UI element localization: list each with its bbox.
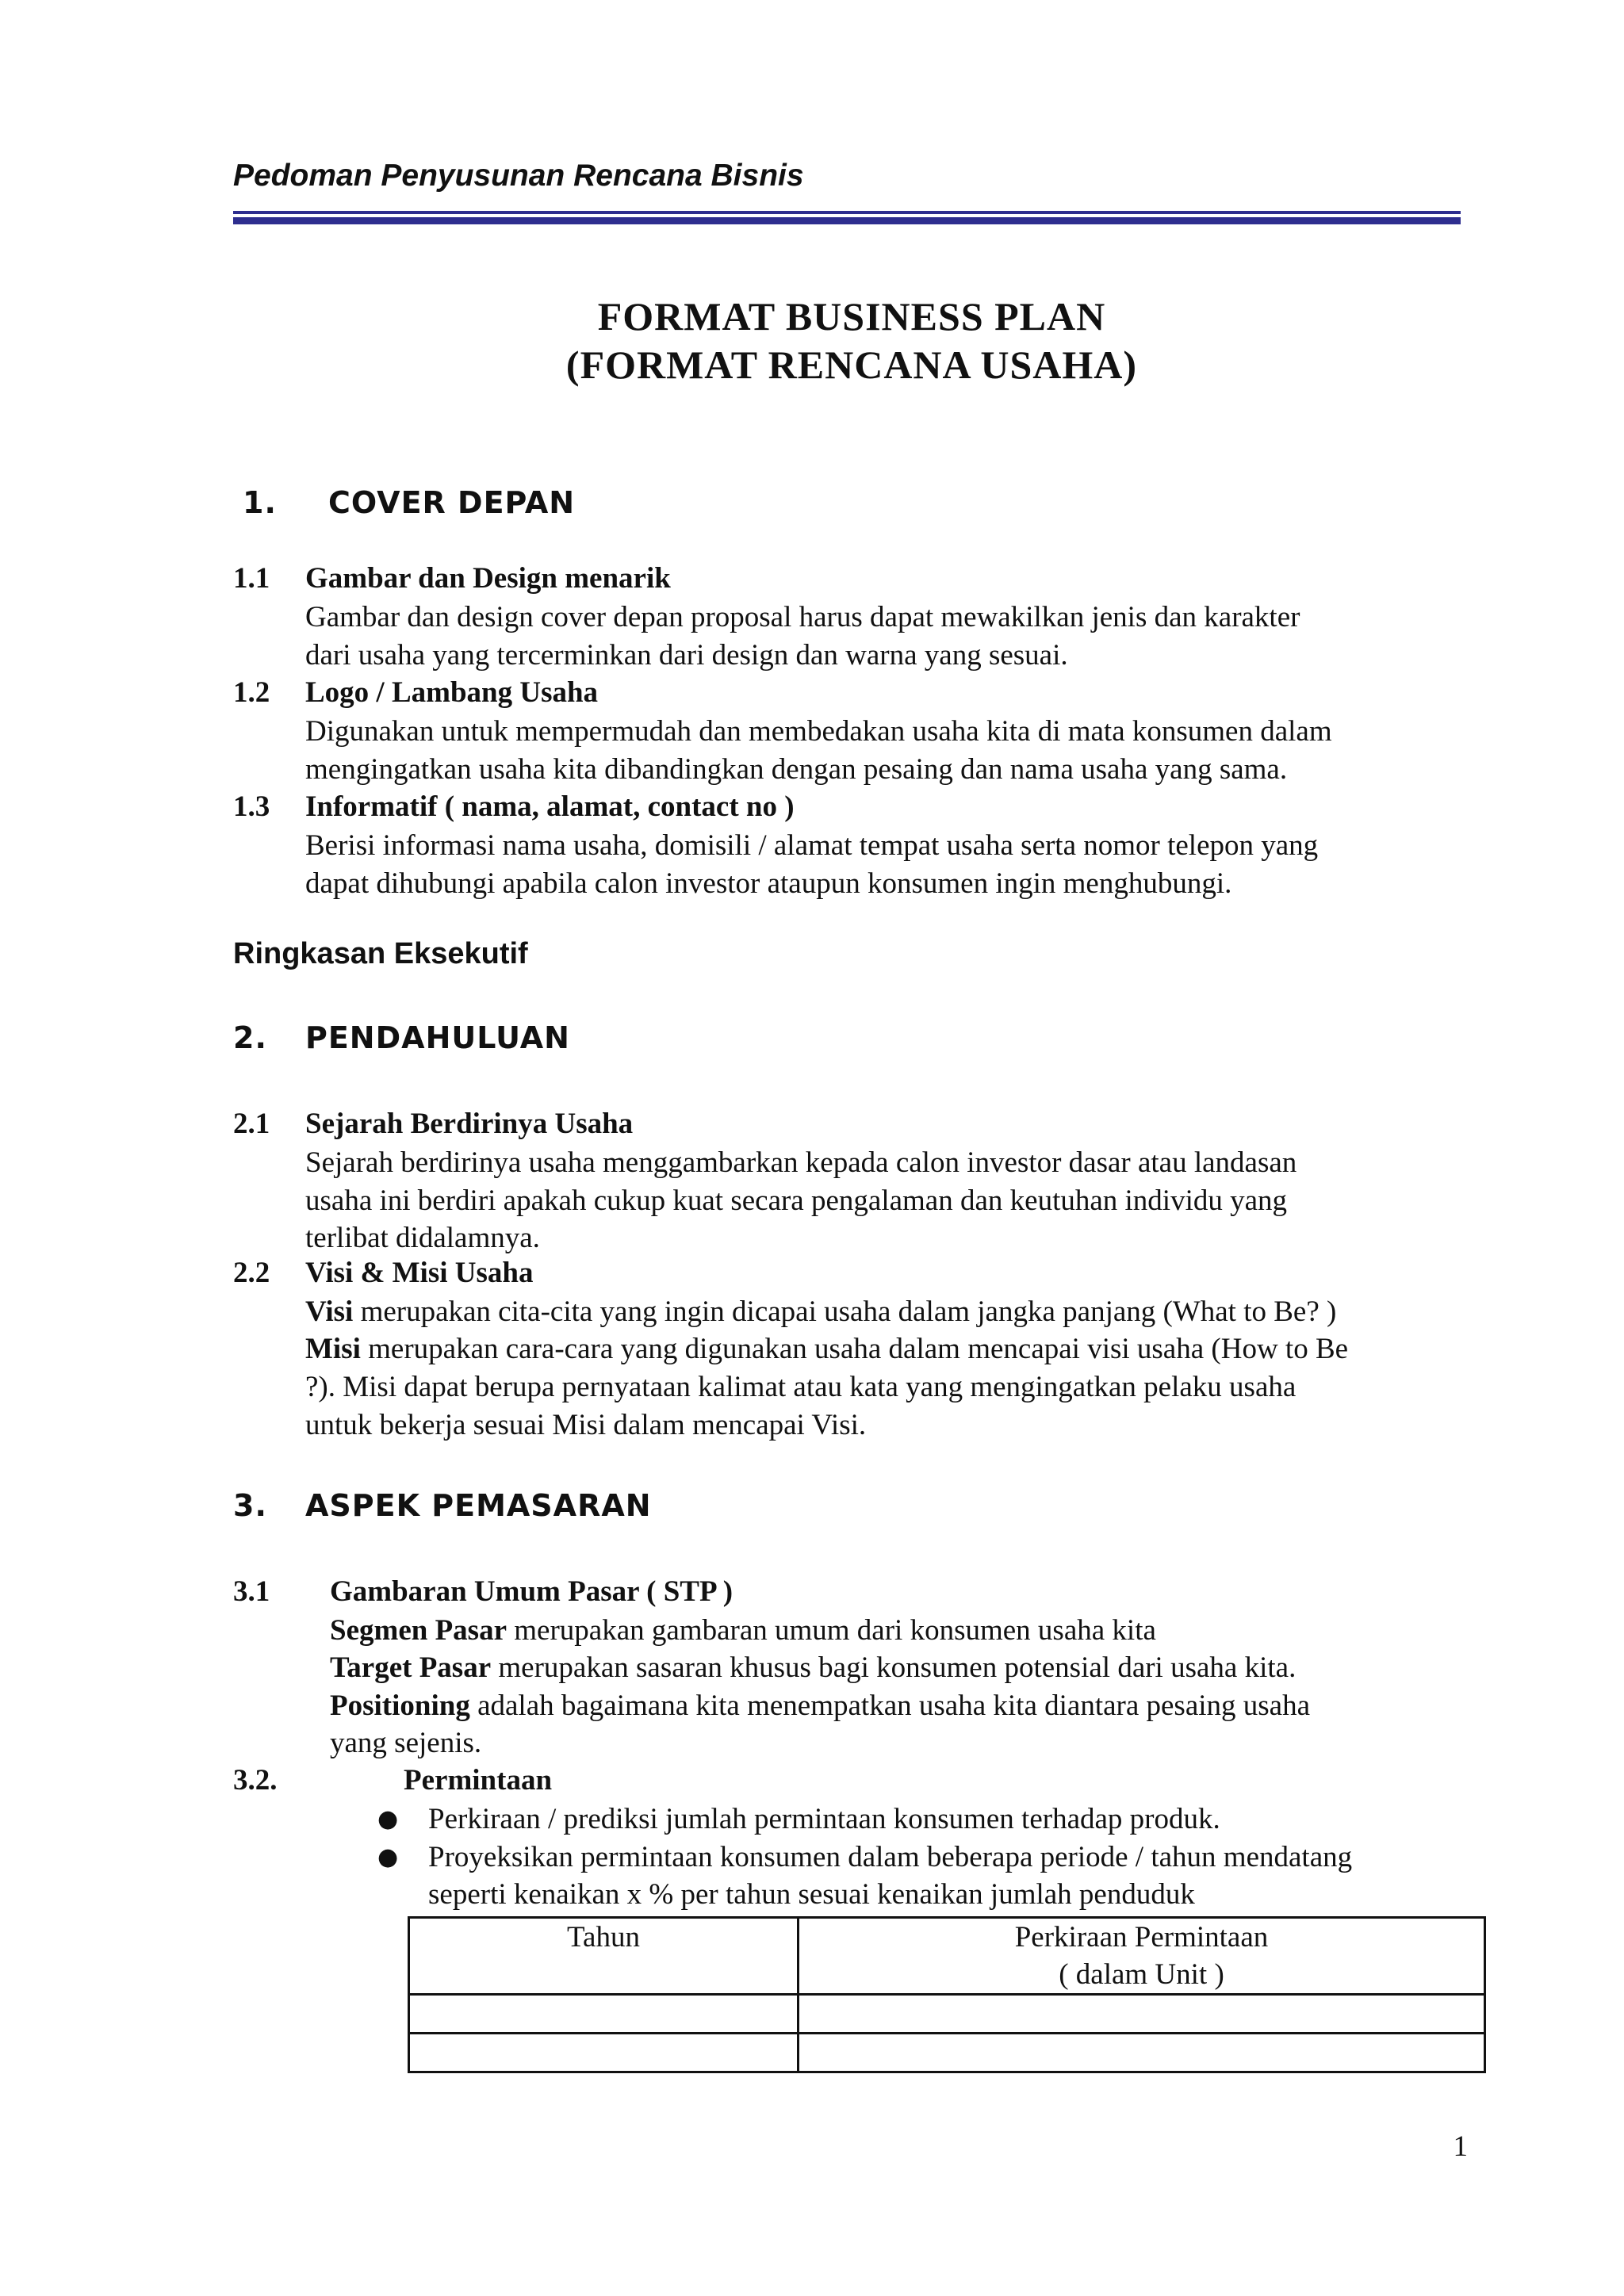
item-2-2-misi-line: [305, 1330, 1348, 1368]
positioning-text: adalah bagaimana kita menempatkan usaha kita diantara pesaing usaha: [469, 1689, 1311, 1722]
item-2-1-line3: terlibat didalamnya.: [305, 1222, 540, 1254]
item-1-2-number: 1.2: [233, 676, 270, 709]
item-3-1-heading: Gambaran Umum Pasar ( STP ): [330, 1575, 733, 1608]
item-2-2-number: 2.2: [233, 1257, 270, 1289]
positioning-line: [330, 1687, 1310, 1724]
page-number: 1: [1453, 2130, 1468, 2163]
item-2-2-heading: Visi & Misi Usaha: [305, 1257, 534, 1289]
positioning-label: Positioning: [330, 1689, 470, 1722]
table-header-tahun: [409, 1918, 799, 1995]
header-permintaan-line1: Perkiraan Permintaan: [1014, 1921, 1269, 1954]
target-text: merupakan sasaran khusus bagi konsumen potensial dari usaha kita.: [491, 1651, 1297, 1684]
segmen-label: Segmen Pasar: [330, 1614, 507, 1647]
item-2-2-line3: ?). Misi dapat berupa pernyataan kalimat atau kata yang mengingatkan pelaku usaha: [305, 1371, 1297, 1403]
item-1-2-line2: mengingatkan usaha kita dibandingkan dengan pesaing dan nama usaha yang sama.: [305, 753, 1288, 786]
target-label: Target Pasar: [330, 1651, 492, 1684]
executive-summary-heading: Ringkasan Eksekutif: [233, 937, 528, 970]
item-1-1-heading: Gambar dan Design menarik: [305, 562, 671, 595]
table-row: [409, 2034, 1485, 2072]
section1-heading: COVER DEPAN: [328, 485, 576, 520]
section3-number: 3.: [233, 1488, 267, 1523]
bullet-2-line1: Proyeksikan permintaan konsumen dalam beberapa periode / tahun mendatang: [428, 1841, 1353, 1873]
item-2-2-visi-line: [305, 1293, 1336, 1330]
segmen-line: [330, 1612, 1156, 1649]
table-cell: [799, 1995, 1485, 2034]
bullet-1-line1: Perkiraan / prediksi jumlah permintaan konsumen terhadap produk.: [428, 1803, 1220, 1835]
bullet-dot-2: ●: [377, 1843, 399, 1871]
header-tahun-text: Tahun: [567, 1921, 640, 1954]
segmen-text: merupakan gambaran umum dari konsumen usaha kita: [507, 1614, 1156, 1647]
item-3-2-number: 3.2.: [233, 1764, 278, 1797]
table-header-permintaan: [799, 1918, 1485, 1995]
item-2-1-number: 2.1: [233, 1108, 270, 1140]
item-1-3-line2: dapat dihubungi apabila calon investor ataupun konsumen ingin menghubungi.: [305, 867, 1232, 900]
item-1-1-line2: dari usaha yang tercerminkan dari design dan warna yang sesuai.: [305, 639, 1068, 672]
item-1-1-line1: Gambar dan design cover depan proposal harus dapat mewakilkan jenis dan karakter: [305, 601, 1300, 633]
demand-table: [408, 1916, 1486, 2073]
misi-label: Misi: [305, 1333, 361, 1365]
running-header: Pedoman Penyusunan Rencana Bisnis: [233, 159, 804, 193]
doc-title-line1: FORMAT BUSINESS PLAN: [597, 294, 1106, 339]
table-header-row: [409, 1918, 1485, 1995]
positioning-line2: yang sejenis.: [330, 1727, 482, 1759]
table-cell: [409, 1995, 799, 2034]
item-2-1-heading: Sejarah Berdirinya Usaha: [305, 1108, 634, 1140]
section2-number: 2.: [233, 1020, 267, 1055]
header-permintaan-line2: ( dalam Unit ): [1059, 1958, 1224, 1991]
item-2-2-line4: untuk bekerja sesuai Misi dalam mencapai Visi.: [305, 1409, 867, 1441]
item-2-1-line1: Sejarah berdirinya usaha menggambarkan kepada calon investor dasar atau landasan: [305, 1146, 1297, 1179]
doc-title-line2: (FORMAT RENCANA USAHA): [565, 342, 1138, 387]
table-cell: [409, 2034, 799, 2072]
item-1-3-heading: Informatif ( nama, alamat, contact no ): [305, 790, 795, 823]
bullet-2-line2: seperti kenaikan x % per tahun sesuai kenaikan jumlah penduduk: [428, 1878, 1195, 1911]
header-rule-thick: [233, 217, 1461, 224]
bullet-dot-1: ●: [377, 1805, 399, 1833]
table-cell: [799, 2034, 1485, 2072]
item-1-2-line1: Digunakan untuk mempermudah dan membedakan usaha kita di mata konsumen dalam: [305, 715, 1332, 748]
item-3-2-heading: Permintaan: [404, 1764, 553, 1797]
visi-text: merupakan cita-cita yang ingin dicapai usaha dalam jangka panjang (What to Be? ): [353, 1295, 1337, 1328]
table-row: [409, 1995, 1485, 2034]
section3-heading: ASPEK PEMASARAN: [305, 1488, 652, 1523]
misi-text: merupakan cara-cara yang digunakan usaha dalam mencapai visi usaha (How to Be: [360, 1333, 1349, 1365]
item-1-3-number: 1.3: [233, 790, 270, 823]
item-1-2-heading: Logo / Lambang Usaha: [305, 676, 599, 709]
header-rule-thin: [233, 211, 1461, 214]
item-1-3-line1: Berisi informasi nama usaha, domisili / alamat tempat usaha serta nomor telepon yang: [305, 829, 1319, 862]
target-line: [330, 1649, 1296, 1686]
section1-number: 1.: [243, 485, 277, 520]
item-1-1-number: 1.1: [233, 562, 270, 595]
section2-heading: PENDAHULUAN: [305, 1020, 570, 1055]
item-3-1-number: 3.1: [233, 1575, 270, 1608]
visi-label: Visi: [305, 1295, 354, 1328]
item-2-1-line2: usaha ini berdiri apakah cukup kuat secara pengalaman dan keutuhan individu yang: [305, 1184, 1288, 1217]
